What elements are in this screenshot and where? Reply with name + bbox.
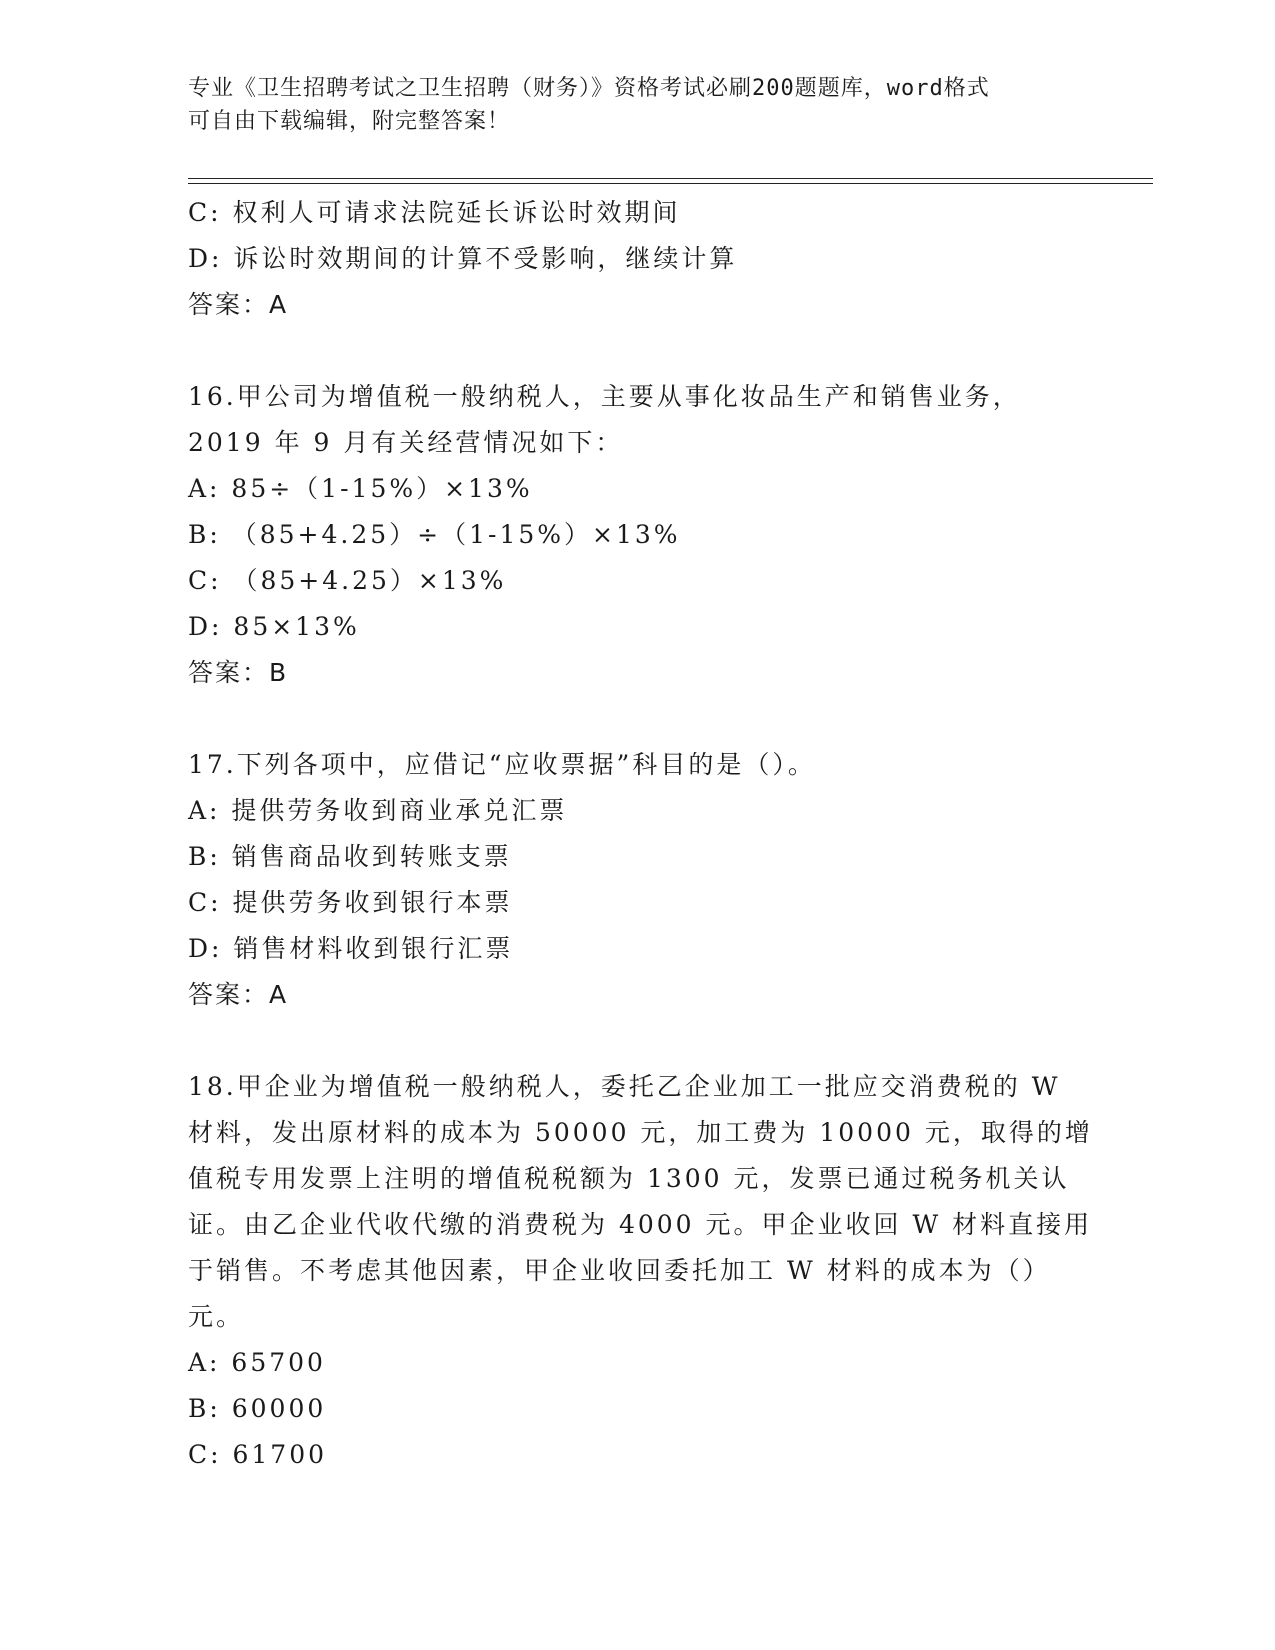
header-title-line-2: 可自由下载编辑，附完整答案！ — [188, 109, 511, 134]
question-stem-line: 元。 — [188, 1302, 245, 1331]
option-c: C: 提供劳务收到银行本票 — [188, 888, 513, 917]
question-stem-line: 16.甲公司为增值税一般纳税人，主要从事化妆品生产和销售业务， — [188, 382, 1021, 411]
spacer — [188, 328, 1088, 374]
question-stem-line: 2019 年 9 月有关经营情况如下： — [188, 428, 624, 457]
question-content — [188, 190, 1093, 1478]
question-stem-line: 17.下列各项中，应借记“应收票据”科目的是（）。 — [188, 750, 816, 779]
option-a: A: 85÷（1-15%）×13% — [188, 474, 533, 503]
spacer — [188, 696, 1088, 742]
question-stem-line: 证。由乙企业代收代缴的消费税为 4000 元。甲企业收回 W 材料直接用 — [188, 1210, 1093, 1239]
option-a: A: 65700 — [188, 1348, 326, 1377]
option-c: C: 权利人可请求法院延长诉讼时效期间 — [188, 198, 681, 227]
option-c: C: 61700 — [188, 1440, 328, 1469]
question-stem-line: 值税专用发票上注明的增值税税额为 1300 元，发票已通过税务机关认 — [188, 1164, 1070, 1193]
header-divider — [188, 178, 1153, 184]
question-15-tail — [188, 190, 1088, 328]
question-stem-line: 材料，发出原材料的成本为 50000 元，加工费为 10000 元，取得的增 — [188, 1118, 1093, 1147]
option-b: B: 销售商品收到转账支票 — [188, 842, 512, 871]
option-d: D: 销售材料收到银行汇票 — [188, 934, 514, 963]
question-stem-line: 18.甲企业为增值税一般纳税人，委托乙企业加工一批应交消费税的 W — [188, 1072, 1061, 1101]
option-c: C: （85+4.25）×13% — [188, 566, 507, 595]
option-a: A: 提供劳务收到商业承兑汇票 — [188, 796, 568, 825]
question-18 — [188, 1064, 1093, 1478]
answer-label: 答案：B — [188, 658, 289, 687]
answer-label: 答案：A — [188, 290, 289, 319]
question-stem-line: 于销售。不考虑其他因素，甲企业收回委托加工 W 材料的成本为（） — [188, 1256, 1051, 1285]
option-b: B: 60000 — [188, 1394, 327, 1423]
option-b: B: （85+4.25）÷（1-15%）×13% — [188, 520, 681, 549]
spacer — [188, 1018, 1088, 1064]
question-16 — [188, 374, 1088, 696]
page-header — [188, 72, 1088, 138]
option-d: D: 85×13% — [188, 612, 360, 641]
answer-label: 答案：A — [188, 980, 289, 1009]
question-17 — [188, 742, 1088, 1018]
header-title-line-1: 专业《卫生招聘考试之卫生招聘（财务）》资格考试必刷200题题库，word格式 — [188, 76, 990, 101]
option-d: D: 诉讼时效期间的计算不受影响，继续计算 — [188, 244, 738, 273]
